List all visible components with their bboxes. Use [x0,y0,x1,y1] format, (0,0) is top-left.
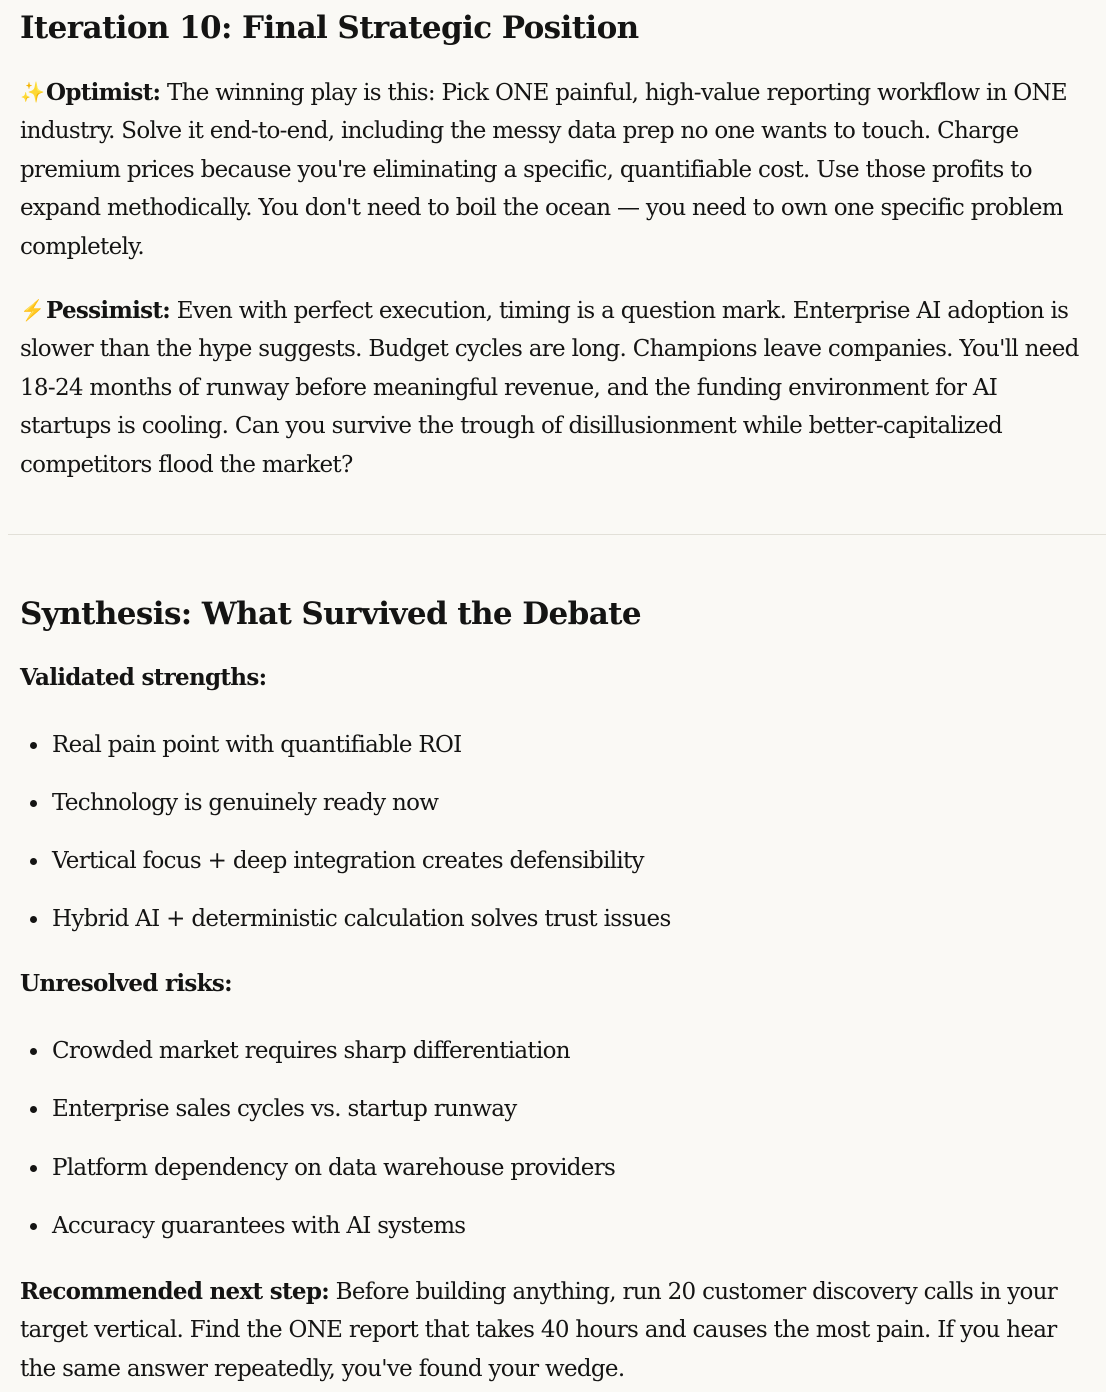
list-item: Vertical focus + deep integration creates defensibility [20,846,644,876]
bullet-icon [30,800,37,807]
next-step-paragraph [20,1273,1090,1388]
validated-strengths-label: Validated strengths: [20,664,267,691]
bullet-icon [30,1165,37,1172]
pessimist-text: Even with perfect execution, timing is a question mark. Enterprise AI adoption is slower than the hype suggests. Budget cycles are long. Champions leave companies. You'll need 18-24 months of runway before meaningful revenue, and the funding environment for AI startups is cooling. Can you survive the trough of disillusionment while better-capitalized competitors flood the market? [20,298,1079,478]
lightning-icon: ⚡ [20,298,45,322]
bullet-icon [30,1223,37,1230]
optimist-label: Optimist: [46,79,161,106]
list-item: Real pain point with quantifiable ROI [20,730,462,760]
next-step-text: Before building anything, run 20 customer discovery calls in your target vertical. Find the ONE report that takes 40 hours and causes the most pain. If you hear the same answer repeatedly, you've found your wedge. [20,1279,1058,1382]
unresolved-risks-label: Unresolved risks: [20,970,232,997]
bullet-icon [30,858,37,865]
pessimist-paragraph [20,291,1090,484]
list-item: Crowded market requires sharp differentiation [20,1036,570,1066]
bullet-icon [30,916,37,923]
next-step-label: Recommended next step: [20,1278,330,1305]
list-item: Hybrid AI + deterministic calculation solves trust issues [20,904,671,934]
section-divider [8,534,1106,535]
optimist-text: The winning play is this: Pick ONE painful, high-value reporting workflow in ONE industry. Solve it end-to-end, including the messy data prep no one wants to touch. Charge premium prices because you're eliminating a specific, quantifiable cost. Use those profits to expand methodically. You don't need to boil the ocean — you need to own one specific problem completely. [20,80,1068,260]
optimist-paragraph [20,73,1090,266]
list-item: Enterprise sales cycles vs. startup runway [20,1094,517,1124]
bullet-icon [30,742,37,749]
list-item: Technology is genuinely ready now [20,788,438,818]
bullet-icon [30,1048,37,1055]
list-item: Platform dependency on data warehouse providers [20,1153,615,1183]
sparkle-icon: ✨ [20,80,45,104]
bullet-icon [30,1106,37,1113]
synthesis-heading: Synthesis: What Survived the Debate [20,596,642,632]
pessimist-label: Pessimist: [46,297,171,324]
list-item: Accuracy guarantees with AI systems [20,1211,465,1241]
iteration-heading: Iteration 10: Final Strategic Position [20,10,639,46]
